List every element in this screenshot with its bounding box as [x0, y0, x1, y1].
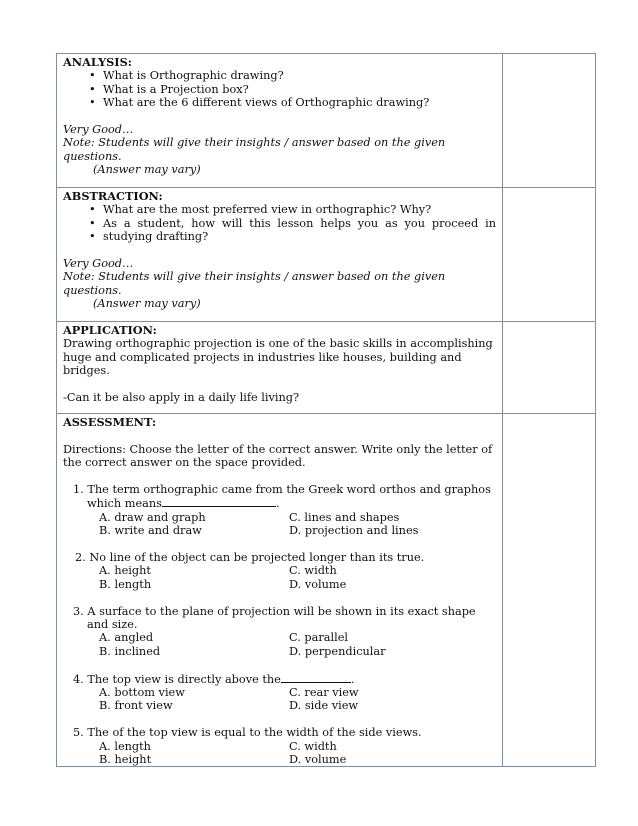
question-4-option-d: D. side view	[289, 699, 359, 713]
analysis-bullet-3: • What are the 6 different views of Orthographic drawing?	[103, 96, 496, 109]
question-2-options-row-1	[63, 564, 496, 577]
question-3-option-c: C. parallel	[289, 631, 349, 645]
question-4	[63, 672, 496, 686]
assessment-directions-line-2: the correct answer on the space provided.	[63, 456, 306, 470]
question-5-option-b: B. height	[99, 753, 152, 767]
analysis-bullet-list	[63, 69, 496, 109]
question-2-option-c: C. width	[289, 564, 337, 578]
question-1-line-2-text: which means	[87, 497, 162, 511]
question-3-options-row-2	[63, 645, 496, 658]
question-5-option-d: D. volume	[289, 753, 347, 767]
abstraction-note-line-2: questions.	[63, 283, 122, 297]
abstraction-side-cell	[503, 188, 596, 322]
question-4-line-1	[73, 672, 496, 686]
analysis-very-good: Very Good…	[63, 123, 134, 137]
question-1-option-c: C. lines and shapes	[289, 510, 400, 524]
abstraction-bullet-1: • What are the most preferred view in orthographic? Why?	[103, 203, 496, 216]
question-3-options-row-1	[63, 631, 496, 644]
question-1-options-row-2	[63, 524, 496, 537]
abstraction-bullet-list	[63, 203, 496, 243]
analysis-may-vary: (Answer may vary)	[93, 163, 201, 177]
question-5-line-1: 5. The of the top view is equal to the width of the side views.	[73, 726, 422, 740]
question-4-option-a: A. bottom view	[99, 686, 185, 700]
question-1-line-1: 1. The term orthographic came from the Greek word orthos and graphos	[73, 483, 491, 496]
analysis-bullet-1: • What is Orthographic drawing?	[103, 69, 496, 82]
question-1-options-row-1	[63, 511, 496, 524]
application-question: -Can it be also apply in a daily life living?	[63, 391, 300, 405]
question-4-option-c: C. rear view	[289, 686, 359, 700]
answer-blank[interactable]	[281, 672, 351, 683]
question-3-option-a: A. angled	[99, 631, 154, 645]
question-3-line-2: and size.	[87, 618, 138, 632]
question-4-line-1-text: 4. The top view is directly above the	[73, 672, 281, 686]
abstraction-very-good: Very Good…	[63, 257, 134, 271]
abstraction-bullet-2-line-2-text: studying drafting?	[103, 230, 209, 244]
question-2-option-a: A. height	[99, 564, 151, 578]
question-3	[63, 605, 496, 632]
application-cell	[57, 322, 503, 414]
question-5-options-row-2	[63, 753, 496, 766]
application-side-cell	[503, 322, 596, 414]
analysis-note-line-2: questions.	[63, 149, 122, 163]
question-1-option-d: D. projection and lines	[289, 524, 419, 538]
abstraction-may-vary: (Answer may vary)	[93, 297, 201, 311]
question-1-line-2	[73, 496, 496, 510]
abstraction-row	[57, 188, 596, 322]
question-1	[63, 483, 496, 511]
lesson-table	[56, 53, 596, 767]
question-4-options-row-2	[63, 699, 496, 712]
question-1-option-a: A. draw and graph	[99, 510, 206, 524]
assessment-directions-line-1: Directions: Choose the letter of the correct answer. Write only the letter of	[63, 442, 493, 456]
question-4-option-b: B. front view	[99, 699, 173, 713]
abstraction-note-line-1: Note: Students will give their insights / answer based on the given	[63, 270, 446, 284]
application-heading: APPLICATION:	[63, 323, 157, 337]
question-1-option-b: B. write and draw	[99, 524, 202, 538]
application-line-2: huge and complicated projects in industries like houses, building and	[63, 350, 462, 364]
abstraction-cell	[57, 188, 503, 322]
assessment-heading: ASSESSMENT:	[63, 415, 157, 429]
abstraction-bullet-2-line-2	[103, 230, 496, 243]
assessment-cell	[57, 414, 503, 767]
question-3-option-b: B. inclined	[99, 644, 161, 658]
question-2-line-1: 2. No line of the object can be projected longer than its true.	[75, 551, 425, 565]
application-line-1: Drawing orthographic projection is one of the basic skills in accomplishing	[63, 337, 493, 351]
question-1-period: .	[275, 497, 280, 511]
question-3-line-1: 3. A surface to the plane of projection will be shown in its exact shape	[73, 604, 476, 618]
question-5	[63, 726, 496, 739]
assessment-row	[57, 414, 596, 767]
analysis-bullet-2: • What is a Projection box?	[103, 83, 496, 96]
question-2-options-row-2	[63, 578, 496, 591]
question-2	[63, 551, 496, 564]
analysis-heading: ANALYSIS:	[63, 55, 132, 69]
question-2-option-b: B. length	[99, 577, 152, 591]
assessment-side-cell	[503, 414, 596, 767]
answer-blank[interactable]	[162, 496, 276, 507]
application-row	[57, 322, 596, 414]
abstraction-heading: ABSTRACTION:	[63, 189, 163, 203]
question-4-options-row-1	[63, 686, 496, 699]
application-line-3: bridges.	[63, 364, 110, 378]
analysis-row	[57, 54, 596, 188]
question-5-option-a: A. length	[99, 739, 151, 753]
question-3-option-d: D. perpendicular	[289, 644, 386, 658]
question-5-options-row-1	[63, 740, 496, 753]
question-5-option-c: C. width	[289, 739, 337, 753]
question-2-option-d: D. volume	[289, 577, 347, 591]
analysis-side-cell	[503, 54, 596, 188]
question-4-period: .	[350, 672, 355, 686]
analysis-note-line-1: Note: Students will give their insights / answer based on the given	[63, 136, 446, 150]
analysis-cell	[57, 54, 503, 188]
abstraction-bullet-2-line-1: • As a student, how will this lesson helps you as you proceed in	[103, 217, 496, 230]
